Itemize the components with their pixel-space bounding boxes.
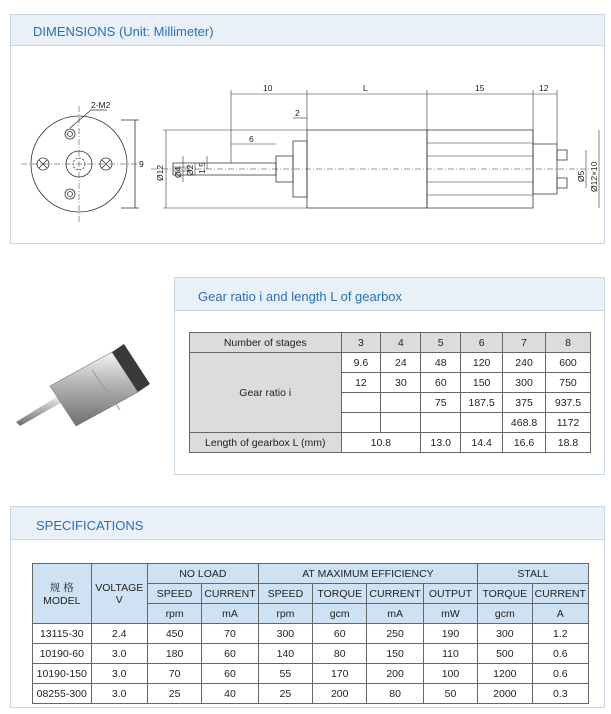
front-view xyxy=(21,106,139,222)
ratio-cell: 24 xyxy=(381,353,421,373)
specifications-table xyxy=(32,563,589,704)
ratio-cell: 30 xyxy=(381,373,421,393)
col-speed: SPEED xyxy=(147,584,201,604)
spec-cell: 70 xyxy=(147,664,201,684)
dim-6-label: 6 xyxy=(249,134,254,144)
spec-cell: 13115-30 xyxy=(33,624,92,644)
dia-12-label: Ø12 xyxy=(155,164,165,181)
dim-15-label: 15 xyxy=(475,83,485,93)
spec-cell: 450 xyxy=(147,624,201,644)
gear-motor-photo xyxy=(12,340,162,430)
ratio-cell: 468.8 xyxy=(503,413,546,433)
ratio-cell xyxy=(341,413,381,433)
ratio-cell: 240 xyxy=(503,353,546,373)
dia-2-label: Ø2 xyxy=(185,164,195,176)
gear-ratio-panel xyxy=(174,277,605,475)
ratio-cell xyxy=(381,393,421,413)
spec-cell: 80 xyxy=(367,684,423,704)
spec-cell: 190 xyxy=(423,624,477,644)
ratio-cell: 75 xyxy=(421,393,461,413)
length-cell: 10.8 xyxy=(341,433,421,453)
unit-gcm: gcm xyxy=(313,604,367,624)
ratio-cell: 375 xyxy=(503,393,546,413)
stage-cell: 7 xyxy=(503,333,546,353)
spec-cell: 60 xyxy=(202,664,258,684)
gear-ratio-title: Gear ratio i and length L of gearbox xyxy=(198,289,403,304)
dia-12x10-label: Ø12×10 xyxy=(589,161,599,192)
stages-label: Number of stages xyxy=(190,333,342,353)
side-dimension-lines xyxy=(163,90,599,208)
spec-cell: 25 xyxy=(147,684,201,704)
spec-cell: 250 xyxy=(367,624,423,644)
spec-cell: 170 xyxy=(313,664,367,684)
spec-cell: 70 xyxy=(202,624,258,644)
ratio-cell xyxy=(461,413,503,433)
stage-cell: 8 xyxy=(546,333,591,353)
voltage-unit: V xyxy=(115,593,123,606)
spec-cell: 200 xyxy=(313,684,367,704)
ratio-cell: 150 xyxy=(461,373,503,393)
spec-cell: 300 xyxy=(258,624,312,644)
spec-cell: 110 xyxy=(423,644,477,664)
ratio-cell: 750 xyxy=(546,373,591,393)
gear-ratio-table xyxy=(189,332,591,453)
spec-cell: 150 xyxy=(367,644,423,664)
ratio-label: Gear ratio i xyxy=(190,353,342,433)
stall-header: STALL xyxy=(478,564,589,584)
spec-row xyxy=(33,624,589,644)
col-torque: TORQUE xyxy=(313,584,367,604)
length-cell: 14.4 xyxy=(461,433,503,453)
col-current: CURRENT xyxy=(532,584,589,604)
spec-cell: 60 xyxy=(313,624,367,644)
dimension-drawing xyxy=(11,46,604,242)
spec-row xyxy=(33,664,589,684)
no-load-header: NO LOAD xyxy=(147,564,258,584)
spec-cell: 0.6 xyxy=(532,664,589,684)
spec-cell: 1.2 xyxy=(532,624,589,644)
ratio-cell xyxy=(341,393,381,413)
unit-ma: mA xyxy=(202,604,258,624)
col-current: CURRENT xyxy=(367,584,423,604)
spec-cell: 100 xyxy=(423,664,477,684)
max-efficiency-header: AT MAXIMUM EFFICIENCY xyxy=(258,564,477,584)
spec-cell: 25 xyxy=(258,684,312,704)
group-header-row xyxy=(33,564,589,584)
ratio-cell xyxy=(421,413,461,433)
spec-cell: 10190-150 xyxy=(33,664,92,684)
spec-cell: 80 xyxy=(313,644,367,664)
length-cell: 18.8 xyxy=(546,433,591,453)
dim-1-5-label: 1.5 xyxy=(197,162,207,174)
unit-gcm: gcm xyxy=(478,604,532,624)
unit-a: A xyxy=(532,604,589,624)
stages-row xyxy=(190,333,591,353)
dim-2-label: 2 xyxy=(295,108,300,118)
stage-cell: 6 xyxy=(461,333,503,353)
spec-cell: 3.0 xyxy=(91,684,147,704)
spec-cell: 55 xyxy=(258,664,312,684)
specifications-panel xyxy=(10,506,605,708)
ratio-cell: 1172 xyxy=(546,413,591,433)
ratio-cell: 187.5 xyxy=(461,393,503,413)
unit-rpm: rpm xyxy=(147,604,201,624)
dia-4-label: Ø4 xyxy=(173,166,183,178)
side-view xyxy=(151,130,591,208)
spec-cell: 1200 xyxy=(478,664,532,684)
voltage-header xyxy=(91,564,147,624)
col-current: CURRENT xyxy=(202,584,258,604)
ratio-cell: 300 xyxy=(503,373,546,393)
unit-mw: mW xyxy=(423,604,477,624)
ratio-cell xyxy=(381,413,421,433)
dim-12-top-label: 12 xyxy=(539,83,549,93)
ratio-row xyxy=(190,353,591,373)
dim-10-label: 10 xyxy=(263,83,273,93)
spec-cell: 300 xyxy=(478,624,532,644)
spec-row xyxy=(33,684,589,704)
spec-cell: 50 xyxy=(423,684,477,704)
dimensions-panel xyxy=(10,14,605,244)
length-cell: 13.0 xyxy=(421,433,461,453)
stage-cell: 3 xyxy=(341,333,381,353)
dim-L-label: L xyxy=(363,83,368,93)
ratio-cell: 9.6 xyxy=(341,353,381,373)
spec-cell: 140 xyxy=(258,644,312,664)
spec-cell: 2.4 xyxy=(91,624,147,644)
spec-cell: 180 xyxy=(147,644,201,664)
spec-cell: 40 xyxy=(202,684,258,704)
spec-cell: 0.3 xyxy=(532,684,589,704)
spec-cell: 60 xyxy=(202,644,258,664)
stage-cell: 4 xyxy=(381,333,421,353)
col-output: OUTPUT xyxy=(423,584,477,604)
voltage-label: VOLTAGE xyxy=(95,581,144,594)
ratio-cell: 60 xyxy=(421,373,461,393)
spec-cell: 0.6 xyxy=(532,644,589,664)
col-speed: SPEED xyxy=(258,584,312,604)
spec-cell: 500 xyxy=(478,644,532,664)
spec-cell: 08255-300 xyxy=(33,684,92,704)
spec-row xyxy=(33,644,589,664)
spec-rows xyxy=(33,624,589,704)
spec-cell: 10190-60 xyxy=(33,644,92,664)
dia-5-label: Ø5 xyxy=(576,170,586,182)
stage-cell: 5 xyxy=(421,333,461,353)
length-cell: 16.6 xyxy=(503,433,546,453)
spec-cell: 3.0 xyxy=(91,644,147,664)
spec-cell: 200 xyxy=(367,664,423,684)
specifications-title: SPECIFICATIONS xyxy=(36,518,144,533)
model-cn-label: 规 格 xyxy=(49,582,74,594)
unit-rpm: rpm xyxy=(258,604,312,624)
spec-cell: 2000 xyxy=(478,684,532,704)
front-height-label: 9 xyxy=(139,159,144,169)
ratio-cell: 12 xyxy=(341,373,381,393)
ratio-cell: 48 xyxy=(421,353,461,373)
spec-cell: 3.0 xyxy=(91,664,147,684)
model-en-label: MODEL xyxy=(43,595,81,607)
model-header xyxy=(33,564,92,624)
length-label: Length of gearbox L (mm) xyxy=(190,433,342,453)
ratio-cell: 120 xyxy=(461,353,503,373)
length-row xyxy=(190,433,591,453)
unit-ma: mA xyxy=(367,604,423,624)
dimensions-title: DIMENSIONS (Unit: Millimeter) xyxy=(33,24,214,39)
col-torque: TORQUE xyxy=(478,584,532,604)
ratio-cell: 600 xyxy=(546,353,591,373)
ratio-cell: 937.5 xyxy=(546,393,591,413)
thread-label: 2-M2 xyxy=(91,100,111,110)
